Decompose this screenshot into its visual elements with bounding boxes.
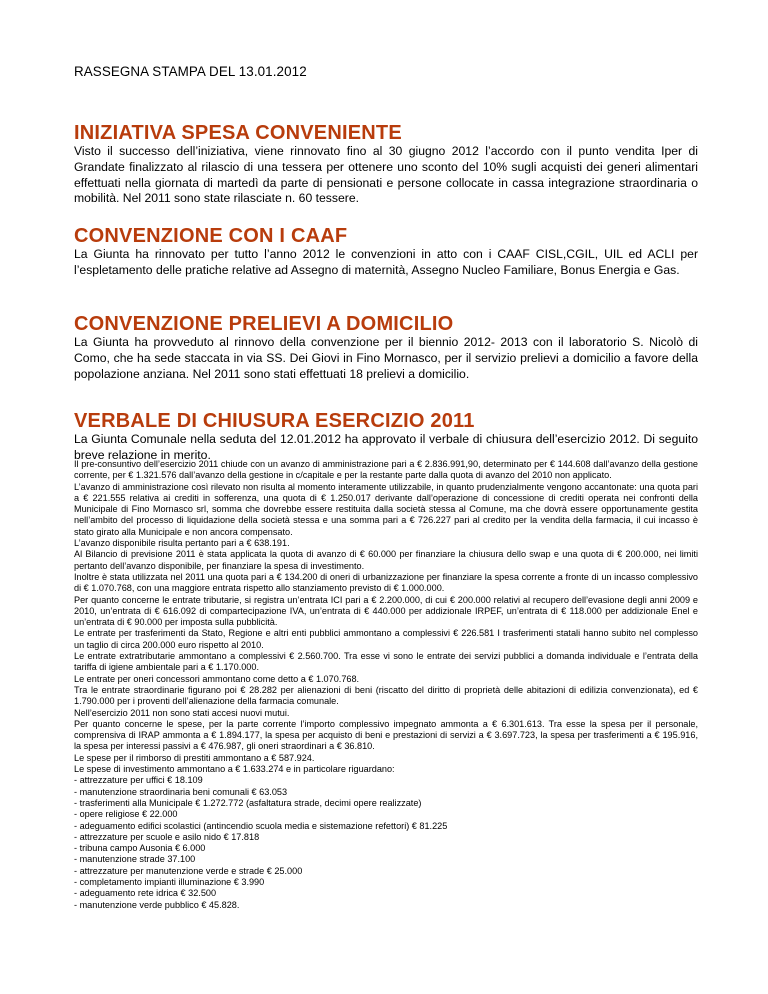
- section-title: INIZIATIVA SPESA CONVENIENTE: [74, 122, 402, 144]
- section-verbale: [74, 410, 698, 464]
- list-item: - manutenzione strade 37.100: [74, 854, 196, 865]
- detail-paragraph: Le spese di investimento ammontano a € 1.633.274 e in particolare riguardano:: [74, 764, 395, 775]
- section-spesa-conveniente: [74, 122, 698, 207]
- detail-paragraph: Le entrate extratributarie ammontano a complessivi € 2.560.700. Tra esse vi sono le entrate dei servizi pubblici a domanda individuale e l’entrata della tariffa di igiene ambientale pari a € 1.170.000.: [74, 651, 698, 673]
- list-item: - trasferimenti alla Municipale € 1.272.772 (asfaltatura strade, decimi opere realizzate): [74, 797, 422, 808]
- list-item: - attrezzature per manutenzione verde e strade € 25.000: [74, 865, 303, 876]
- detail-paragraph: Inoltre è stata utilizzata nel 2011 una quota pari a € 134.200 di oneri di urbanizzazione per finanziare la spesa corrente a fronte di un incasso complessivo di € 1.070.768, con una maggiore entrata rispetto allo stanziamento previsto di € 1.000.000.: [74, 571, 698, 594]
- section-title: CONVENZIONE CON I CAAF: [74, 225, 348, 247]
- detail-paragraph: Le entrate per oneri concessori ammontano come detto a € 1.070.768.: [74, 673, 360, 684]
- section-caaf: [74, 225, 698, 279]
- list-item: - manutenzione verde pubblico € 45.828.: [74, 899, 240, 910]
- financial-details: [74, 459, 698, 911]
- detail-paragraph: Al Bilancio di previsione 2011 è stata applicata la quota di avanzo di € 60.000 per finanziare la chiusura dello swap e una quota di € 200.000, nei limiti pertanto dell’avanzo disponibile, per finanziare la spesa di investimento.: [74, 549, 698, 571]
- detail-paragraph: L’avanzo di amministrazione così rilevato non risulta al momento interamente utilizzabile, in quanto prudenzialmente vengono accantonate: una quota pari a € 221.555 relativa ai crediti in sofferenza, una quota di € 1.250.017 derivante dall’operazione di concessione di crediti operata nei confronti della Municipale di Fino Mornasco srl, somma che dovrebbe essere restituita dalla società stessa al Comune, ma che dovrà essere opportunamente gestita nell’ambito del processo di liquidazione della società stessa e una somma pari a € 726.227 pari al credito per la vendita della farmacia, il cui incasso è stato girato alla Municipale e non ancora compensato.: [74, 481, 698, 537]
- list-item: - opere religiose € 22.000: [74, 809, 178, 820]
- detail-paragraph: L’avanzo disponibile risulta pertanto pari a € 638.191.: [74, 538, 290, 549]
- list-item: - completamento impianti illuminazione € 3.990: [74, 876, 265, 887]
- press-review-header: RASSEGNA STAMPA DEL 13.01.2012: [74, 64, 307, 79]
- section-body: La Giunta Comunale nella seduta del 12.01.2012 ha approvato il verbale di chiusura dell’esercizio 2012. Di seguito breve relazione in merito.: [74, 432, 698, 462]
- detail-paragraph: Il pre-consuntivo dell’esercizio 2011 chiude con un avanzo di amministrazione pari a € 2.836.991,90, determinato per € 144.608 dall’avanzo della gestione corrente, per € 1.321.576 dall’avanzo della gestione in c/capitale e per la restante parte dalla quota di avanzo del 2010 non applicato.: [74, 459, 698, 481]
- section-body: Visto il successo dell’iniziativa, viene rinnovato fino al 30 giugno 2012 l’accordo con il punto vendita Iper di Grandate finalizzato al rilascio di una tessera per ottenere uno sconto del 10% sugli acquisti dei generi alimentari effettuati nella giornata di martedì da parte di pensionati e persone collocate in cassa integrazione straordinaria o mobilità. Nel 2011 sono state rilasciate n. 60 tessere.: [74, 144, 698, 206]
- list-item: - adeguamento edifici scolastici (antincendio scuola media e sistemazione refettori) € 81.225: [74, 820, 448, 831]
- list-item: - tribuna campo Ausonia € 6.000: [74, 843, 206, 854]
- list-item: - manutenzione straordinaria beni comunali € 63.053: [74, 786, 288, 797]
- section-body: La Giunta ha provveduto al rinnovo della convenzione per il biennio 2012- 2013 con il laboratorio S. Nicolò di Como, che ha sede staccata in via SS. Dei Giovi in Fino Mornasco, per il servizio prelievi a domicilio a favore della popolazione anziana. Nel 2011 sono stati effettuati 18 prelievi a domicilio.: [74, 335, 698, 381]
- list-item: - attrezzature per scuole e asilo nido € 17.818: [74, 831, 260, 842]
- section-title: CONVENZIONE PRELIEVI A DOMICILIO: [74, 313, 454, 335]
- section-body: La Giunta ha rinnovato per tutto l’anno 2012 le convenzioni in atto con i CAAF CISL,CGIL, UIL ed ACLI per l’espletamento delle pratiche relative ad Assegno di maternità, Assegno Nucleo Familiare, Bonus Energia e Gas.: [74, 247, 698, 277]
- detail-paragraph: Le spese per il rimborso di prestiti ammontano a € 587.924.: [74, 752, 315, 763]
- detail-paragraph: Nell’esercizio 2011 non sono stati accesi nuovi mutui.: [74, 707, 290, 718]
- detail-paragraph: Per quanto concerne le spese, per la parte corrente l’importo complessivo impegnato ammonta a € 6.301.613. Tra esse la spesa per il personale, comprensiva di IRAP ammonta a € 1.894.177, la spesa per acquisto di beni e prestazioni di servizi a € 3.697.723, la spesa per trasferimenti a € 195.916, la spesa per interessi passivi a € 476.987, gli oneri straordinari a € 36.810.: [74, 718, 698, 752]
- detail-paragraph: Tra le entrate straordinarie figurano poi € 28.282 per alienazioni di beni (riscatto del diritto di proprietà delle abitazioni di edilizia convenzionata), ed € 1.790.000 per i proventi dell’alienazione della farmacia comunale.: [74, 684, 698, 707]
- list-item: - attrezzature per uffici € 18.109: [74, 775, 203, 786]
- section-prelievi: [74, 313, 698, 382]
- detail-paragraph: Per quanto concerne le entrate tributarie, si registra un’entrata ICI pari a € 2.200.000, di cui € 200.000 relativi al recupero dell’evasione degli anni 2009 e 2010, un’entrata di € 616.092 di compartecipazione IVA, un’entrata di € 440.000 per addizionale IRPEF, un’entrata di € 118.000 per addizionale Enel e un’entrata di € 90.000 per imposta sulla pubblicità.: [74, 594, 698, 628]
- list-item: - adeguamento rete idrica € 32.500: [74, 888, 217, 899]
- detail-paragraph: Le entrate per trasferimenti da Stato, Regione e altri enti pubblici ammontano a complessivi € 226.581 I trasferimenti statali hanno subito nel complesso un taglio di circa 200.000 euro rispetto al 2010.: [74, 628, 698, 650]
- section-title: VERBALE DI CHIUSURA ESERCIZIO 2011: [74, 410, 475, 432]
